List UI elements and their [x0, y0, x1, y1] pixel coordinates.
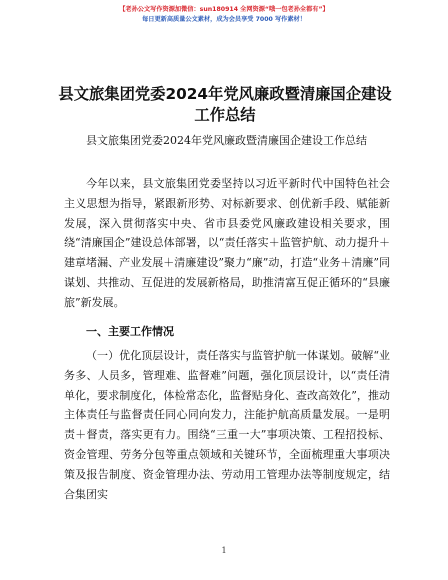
document-subtitle: 县文旅集团党委2024年党风廉政暨清廉国企建设工作总结: [86, 134, 367, 147]
body-paragraph: （一）优化顶层设计，责任落实与监管护航一体谋划。破解“业务多、人员多，管理难、监督难”问题，强化顶层设计，以“责任清单化，要求制度化，体检常态化，监督贴身化、查改高效化”，推动主体责任与监督责任同心同向发力，注能护航高质量发展。一是明责＋督责，落实更有力。围绕“三重一大”事项决策、工程招投标、资金管理、劳务分包等重点领域和关键环节，全面梳理重大事项决策及报告制度、资金管理办法、劳动用工管理办法等制度规定，结合集团实: [64, 349, 390, 501]
page-number: 1: [221, 546, 227, 555]
promo-banner-blue: 每日更新高质量公文素材，成为会员享受 7000 写作素材！: [142, 16, 306, 23]
section-heading: 一、主要工作情况: [86, 325, 174, 338]
intro-paragraph: 今年以来，县文旅集团党委坚持以习近平新时代中国特色社会主义思想为指导，紧跟新形势、对标新要求、创优新手段、赋能新发展，深入贯彻落实中央、省市县委党风廉政建设相关要求，围绕“清廉国企”建设总体部署，以“责任落实＋监管护航、动力提升＋建章堵漏、产业发展＋清廉建设”聚力“廉”动，打造“业务＋清廉”同谋划、共推动、互促进的发展新格局，助推清富互促正循环的“县廉旅”新发展。: [64, 177, 390, 309]
document-title: 县文旅集团党委2024年党风廉政暨清廉国企建设工作总结: [58, 85, 392, 124]
promo-banner-red: 【老孙公文写作资源加微信：sun180914 全网资源“哦一包老孙全都有”】: [119, 6, 329, 13]
